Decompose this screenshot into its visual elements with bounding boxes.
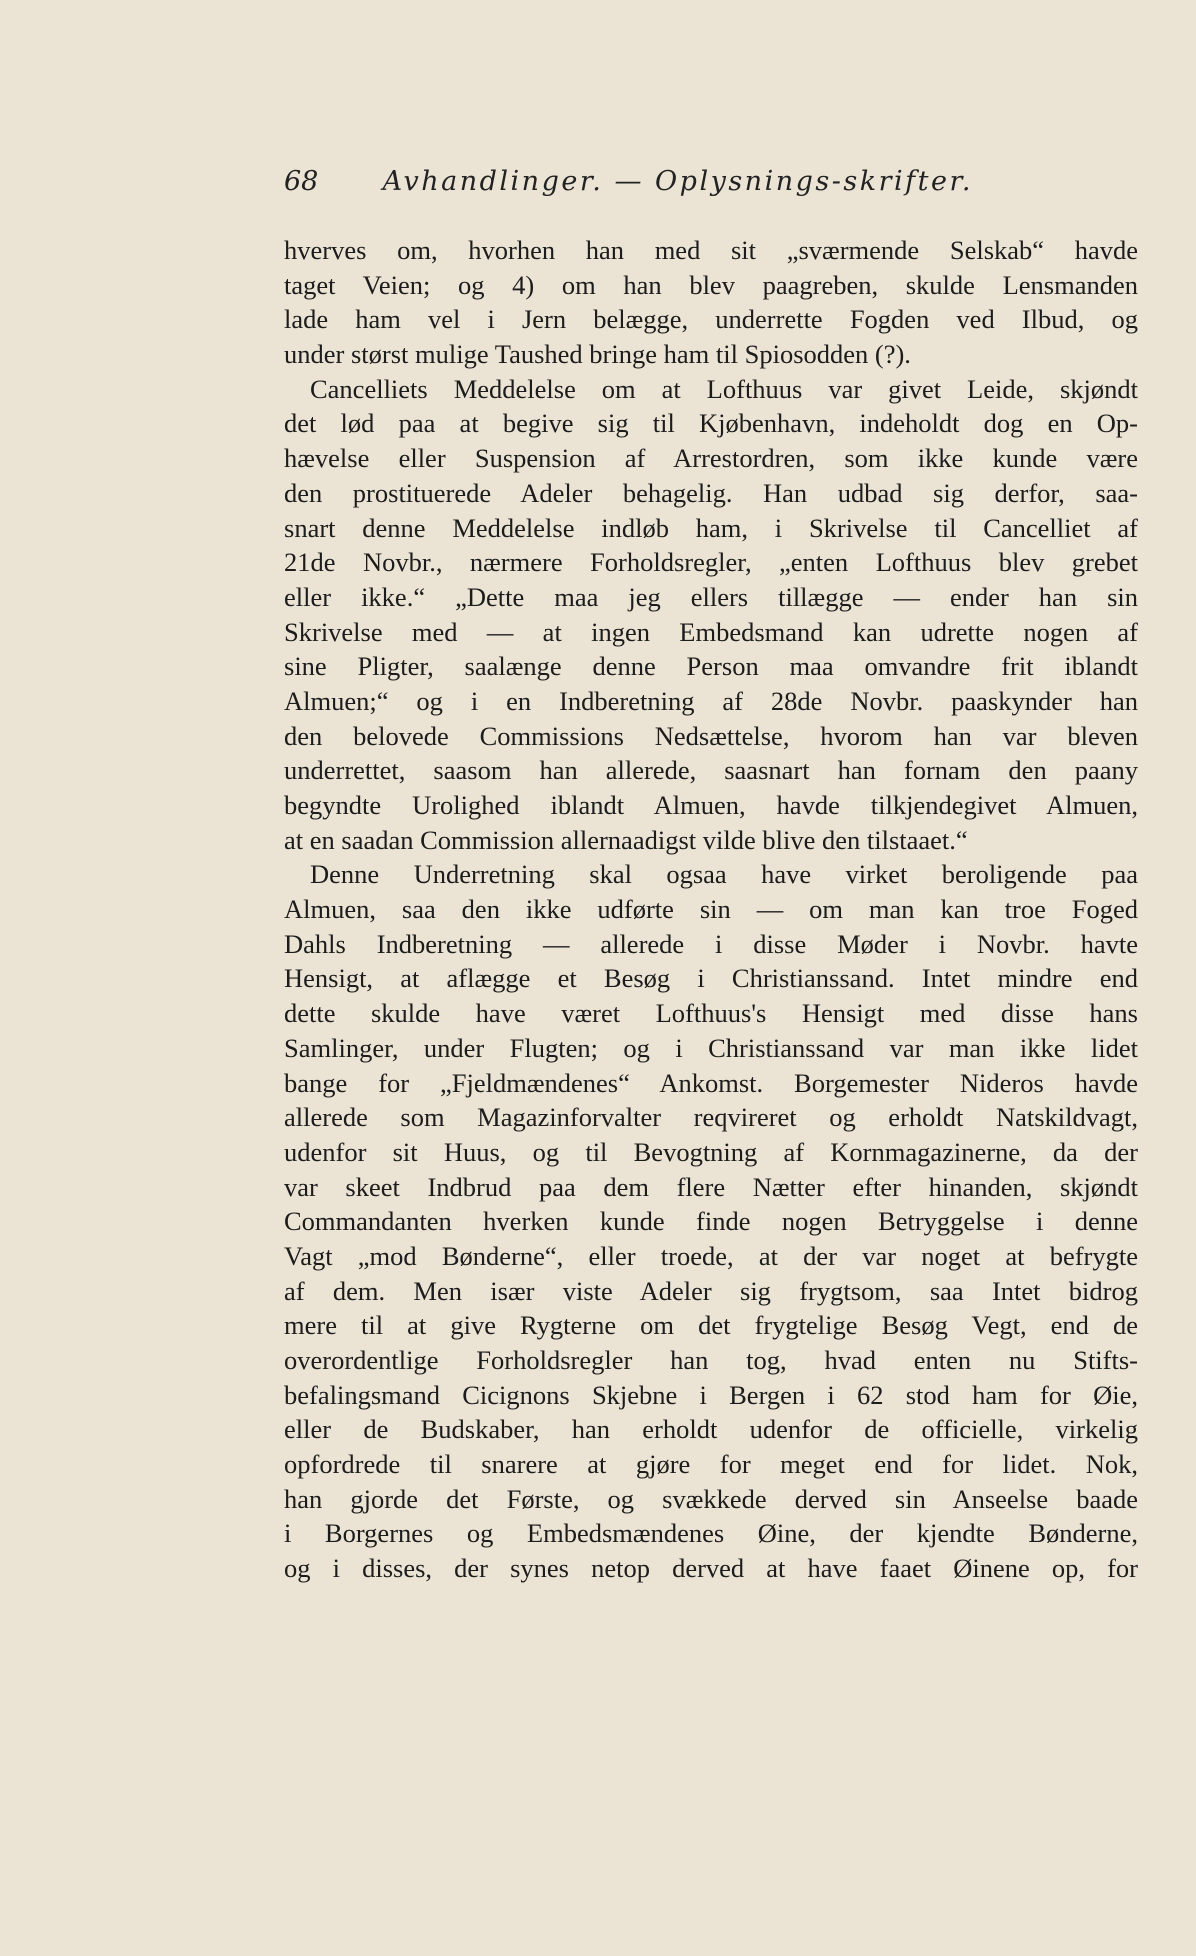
body-text (284, 233, 1138, 1586)
text-line: sine Pligter, saalænge denne Person maa omvandre frit iblandt (284, 651, 1138, 682)
page-number: 68 (284, 166, 319, 197)
text-line: overordentlige Forholdsregler han tog, hvad enten nu Stifts- (284, 1345, 1138, 1375)
text-line: den prostituerede Adeler behagelig. Han udbad sig derfor, saa- (284, 477, 1138, 508)
text-line: og i disses, der synes netop derved at have faaet Øinene op, for (284, 1553, 1138, 1584)
text-line: dette skulde have været Lofthuus's Hensigt med disse hans (284, 998, 1138, 1029)
text-line: det lød paa at begive sig til Kjøbenhavn, indeholdt dog en Op- (284, 408, 1138, 439)
text-line: hævelse eller Suspension af Arrestordren, som ikke kunde være (284, 443, 1138, 474)
text-line: at en saadan Commission allernaadigst vilde blive den tilstaaet.“ (284, 824, 968, 855)
text-line: Hensigt, at aflægge et Besøg i Christianssand. Intet mindre end (284, 963, 1138, 994)
text-line: Vagt „mod Bønderne“, eller troede, at der var noget at befrygte (284, 1240, 1138, 1271)
text-line: Almuen, saa den ikke udførte sin — om man kan troe Foged (284, 894, 1138, 925)
text-line: 21de Novbr., nærmere Forholdsregler, „enten Lofthuus blev grebet (284, 547, 1138, 578)
text-line: bange for „Fjeldmændenes“ Ankomst. Borgemester Nideros havde (284, 1067, 1138, 1098)
text-line: under størst mulige Taushed bringe ham til Spiosodden (?). (284, 339, 911, 370)
text-line: Skrivelse med — at ingen Embedsmand kan udrette nogen af (284, 616, 1138, 647)
text-line: Samlinger, under Flugten; og i Christianssand var man ikke lidet (284, 1032, 1138, 1063)
text-line: udenfor sit Huus, og til Bevogtning af Kornmagazinerne, da der (284, 1136, 1138, 1167)
text-line: befalingsmand Cicignons Skjebne i Bergen i 62 stod ham for Øie, (284, 1379, 1138, 1410)
text-line: af dem. Men især viste Adeler sig frygtsom, saa Intet bidrog (284, 1275, 1138, 1306)
text-line: Dahls Indberetning — allerede i disse Møder i Novbr. havte (284, 928, 1138, 959)
page-header (284, 166, 1139, 210)
text-line: Commandanten hverken kunde finde nogen Betryggelse i denne (284, 1206, 1138, 1237)
text-line: Almuen;“ og i en Indberetning af 28de Novbr. paaskynder han (284, 685, 1138, 716)
text-line: eller ikke.“ „Dette maa jeg ellers tillægge — ender han sin (284, 581, 1138, 612)
text-line: opfordrede til snarere at gjøre for meget end for lidet. Nok, (284, 1449, 1138, 1480)
text-line: allerede som Magazinforvalter reqvireret og erholdt Natskildvagt, (284, 1102, 1138, 1133)
text-line: taget Veien; og 4) om han blev paagreben, skulde Lensmanden (284, 269, 1138, 300)
text-line: Denne Underretning skal ogsaa have virket beroligende paa (310, 859, 1138, 890)
text-line: var skeet Indbrud paa dem flere Nætter efter hinanden, skjøndt (284, 1171, 1138, 1202)
text-line: Cancelliets Meddelelse om at Lofthuus var givet Leide, skjøndt (310, 373, 1138, 404)
text-line: mere til at give Rygterne om det frygtelige Besøg Vegt, end de (284, 1310, 1138, 1341)
running-title: Avhandlinger. — Oplysnings-skrifter. (382, 166, 973, 197)
text-line: hverves om, hvorhen han med sit „sværmende Selskab“ havde (284, 235, 1138, 265)
text-line: han gjorde det Første, og svækkede derved sin Anseelse baade (284, 1483, 1138, 1514)
text-line: i Borgernes og Embedsmændenes Øine, der kjendte Bønderne, (284, 1518, 1138, 1549)
text-line: begyndte Urolighed iblandt Almuen, havde tilkjendegivet Almuen, (284, 790, 1138, 820)
text-line: eller de Budskaber, han erholdt udenfor de officielle, virkelig (284, 1414, 1138, 1445)
text-line: lade ham vel i Jern belægge, underrette Fogden ved Ilbud, og (284, 304, 1138, 335)
text-line: den belovede Commissions Nedsættelse, hvorom han var bleven (284, 720, 1138, 751)
text-line: underrettet, saasom han allerede, saasnart han fornam den paany (284, 755, 1138, 786)
text-line: snart denne Meddelelse indløb ham, i Skrivelse til Cancelliet af (284, 512, 1138, 543)
